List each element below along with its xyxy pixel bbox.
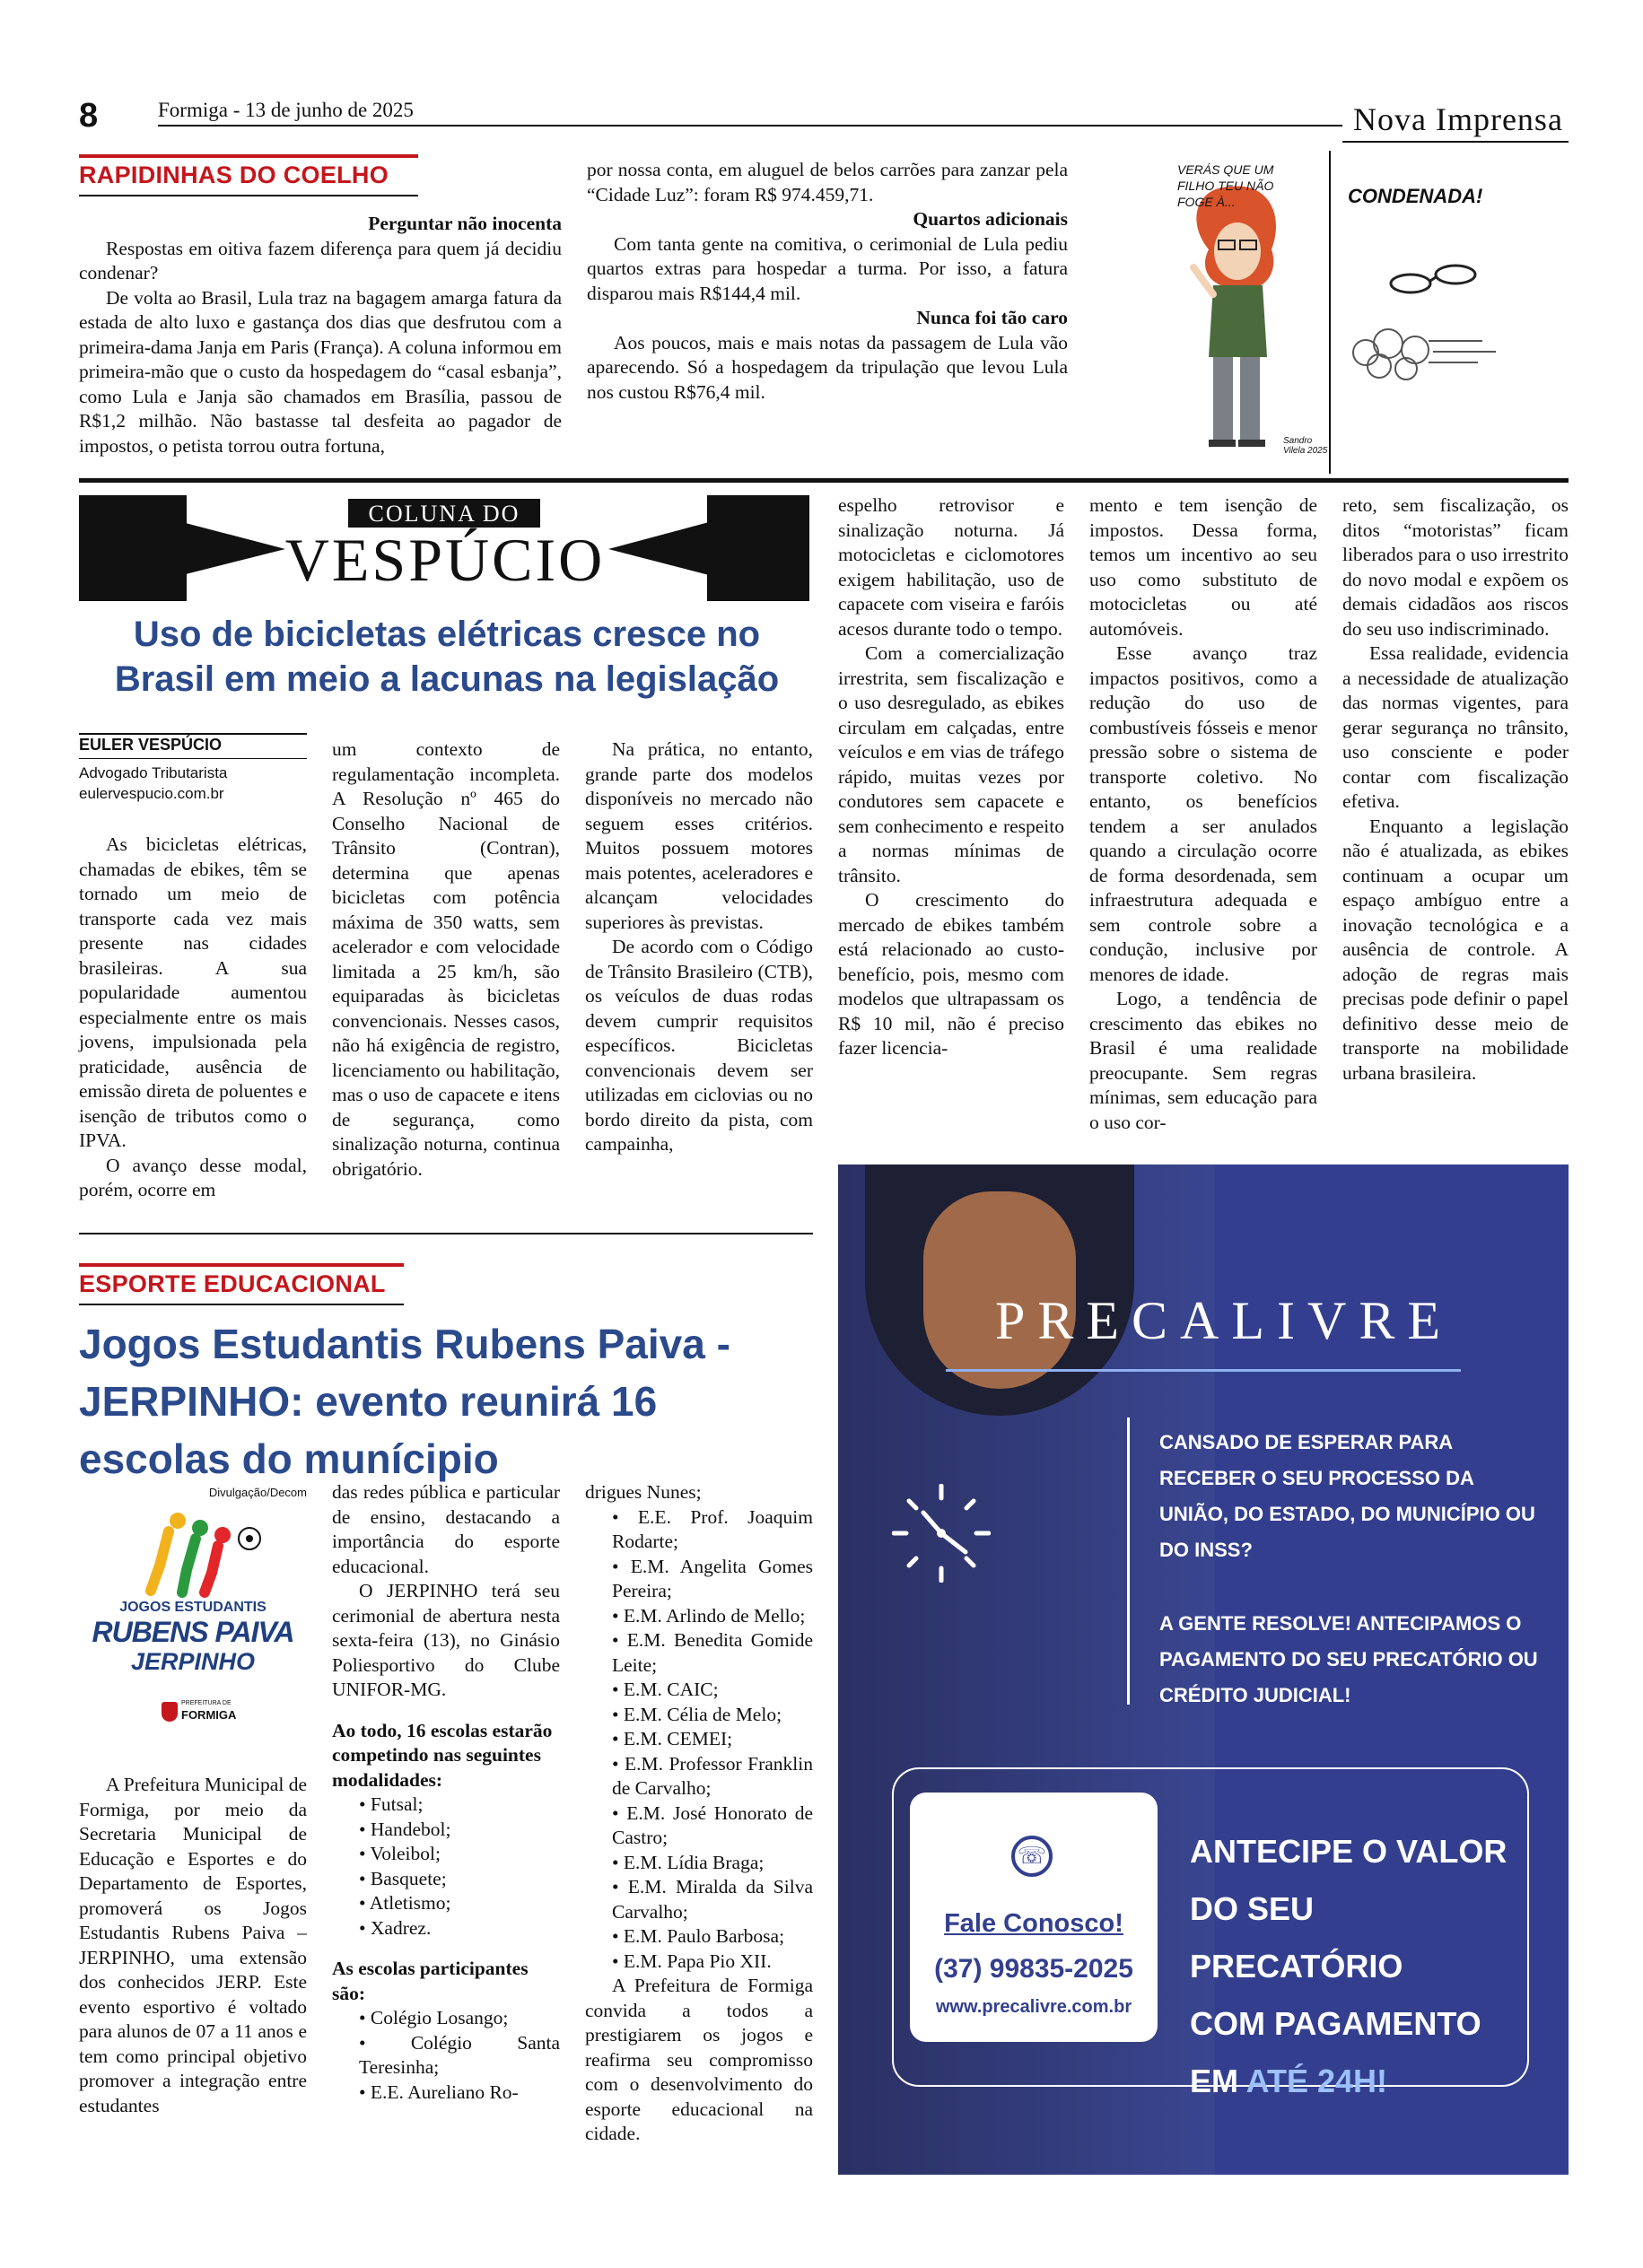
rapidinhas-sub1: Perguntar não inocenta — [368, 213, 562, 234]
date-line: Formiga - 13 de junho de 2025 — [158, 99, 414, 121]
vespucio-col6 — [1342, 493, 1569, 1086]
esporte-top-rule — [79, 1263, 404, 1267]
vespucio-col1-p2: O avanço desse modal, porém, ocorre em — [79, 1154, 307, 1200]
list-item: • E.E. Prof. Joaquim Rodarte; — [612, 1505, 813, 1552]
vespucio-col4-p1: espelho retrovisor e sinalização noturna. Já motocicletas e ciclomotores exigem habilitação, uso de capacete com viseira e faróis acesos durante todo o tempo. — [838, 494, 1064, 640]
ad-cta-line4-highlight: ATÉ 24H! — [1245, 2063, 1388, 2099]
vespucio-col3-p1: Na prática, no entanto, grande parte dos modelos disponíveis no mercado não seguem esses critérios. Muitos possuem motores mais potentes, aceleradores e alcançam velocidades superiores às previstas. — [585, 738, 813, 933]
prefeitura-small: PREFEITURA DE — [181, 1700, 232, 1706]
list-item: drigues Nunes; — [585, 1481, 702, 1503]
list-item: • Basquete; — [359, 1867, 447, 1889]
esporte-bottom-rule — [79, 1304, 404, 1305]
rapidinhas-col2 — [587, 158, 1068, 405]
rapidinhas-p2-cont: por nossa conta, em aluguel de belos carrões para zanzar pela “Cidade Luz”: foram R$ 974.459,71. — [587, 159, 1068, 205]
header-rule — [158, 125, 1342, 126]
list-item: • E.M. Miralda da Silva Carvalho; — [612, 1876, 813, 1923]
cartoon-panel — [1159, 151, 1569, 475]
list-item: • E.M. Arlindo de Mello; — [612, 1604, 806, 1627]
list-item: • Futsal; — [359, 1793, 424, 1815]
ad-website[interactable]: www.precalivre.com.br — [935, 1997, 1132, 2017]
list-item: • Xadrez. — [359, 1916, 432, 1939]
list-item: • E.M. CEMEI; — [612, 1728, 733, 1749]
rapidinhas-p2: De volta ao Brasil, Lula traz na bagagem amarga fatura da estada de alto luxo e gastança dos dias que desfrutou com a primeira-dama Janja em Paris (França). A coluna informou em primeira-mão que o custo da hospedagem do “casal esbanja”, como Lula e Janja são chamados em Brasília, passou de R$1,2 milhão. Não bastasse tal desfeita ao pagador de impostos, o petista torrou outra fortuna, — [79, 286, 562, 457]
main-divider — [79, 478, 1569, 483]
masthead: Nova Imprensa — [1353, 101, 1563, 137]
list-item: • Voleibol; — [359, 1843, 441, 1864]
ad-contact-label: Fale Conosco! — [944, 1909, 1123, 1938]
list-item: • E.M. Paulo Barbosa; — [612, 1925, 785, 1947]
ad-text2: A GENTE RESOLVE! ANTECIPAMOS O PAGAMENTO DO SEU PRECATÓRIO OU CRÉDITO JUDICIAL! — [1159, 1612, 1538, 1706]
ad-brand: PRECALIVRE — [994, 1291, 1454, 1350]
prefeitura-crest-icon — [162, 1702, 178, 1722]
clock-icon — [892, 1484, 991, 1583]
rapidinhas-p4: Aos poucos, mais e mais notas da passagem de Lula vão aparecendo. Só a hospedagem da tripulação que levou Lula nos custou R$76,4 mil. — [587, 331, 1068, 403]
page-number: 8 — [79, 97, 99, 135]
rapidinhas-p1: Respostas em oitiva fazem diferença para quem já decidiu condenar? — [79, 237, 562, 284]
vespucio-col5-p3: Logo, a tendência de crescimento das ebikes no Brasil é uma realidade preocupante. Sem regras mínimas, sem educação para o uso cor- — [1089, 988, 1317, 1133]
modalidades-list — [332, 1793, 560, 1941]
list-item: • Handebol; — [359, 1818, 451, 1840]
vespucio-author: EULER VESPÚCIO — [79, 736, 223, 754]
esporte-col1 — [79, 1773, 307, 2118]
header-rule-right — [1342, 141, 1569, 143]
esporte-col2-p1: das redes pública e particular de ensino, destacando a importância do esporte educacional. — [332, 1481, 560, 1577]
esporte-col3 — [585, 1480, 813, 2147]
vespucio-col4 — [838, 493, 1064, 1061]
vespucio-author-role: Advogado Tributarista — [79, 764, 228, 781]
esporte-headline: Jogos Estudantis Rubens Paiva - JERPINHO: evento reunirá 16 escolas do munícipio — [79, 1321, 730, 1482]
ad-vertical-rule — [1127, 1418, 1130, 1705]
vespucio-col5 — [1089, 493, 1317, 1135]
vespucio-author-site: eulervespucio.com.br — [79, 785, 224, 802]
vespucio-author-rule-top — [79, 733, 307, 735]
cartoon-signature: Sandro Vilela 2025 — [1283, 436, 1328, 456]
list-item: • E.M. Lídia Braga; — [612, 1851, 765, 1873]
jerpinho-logo — [79, 1503, 307, 1736]
vespucio-col1 — [79, 833, 307, 1203]
rapidinhas-p3: Com tanta gente na comitiva, o cerimonial de Lula pediu quartos extras para hospedar a turma. Por isso, a fatura disparou mais R$144,4 mil. — [587, 232, 1068, 304]
list-item: • Atletismo; — [359, 1892, 451, 1914]
esporte-divider — [79, 1233, 813, 1234]
vespucio-col6-p2: Essa realidade, evidencia a necessidade de atualização das normas vigentes, para gerar segurança no trânsito, uso consciente e poder contar com fiscalização efetiva. — [1342, 642, 1569, 812]
vespucio-banner-small: COLUNA DO — [368, 501, 520, 527]
ad-contact-card[interactable] — [910, 1793, 1158, 2042]
esporte-col2-bold2: As escolas participantes são: — [332, 1958, 529, 2004]
ad-cta — [1190, 1823, 1531, 2110]
vespucio-col5-p1: mento e tem isenção de impostos. Dessa forma, temos um incentivo ao seu uso como substituto de motocicletas ou até automóveis. — [1089, 494, 1317, 640]
rapidinhas-bottom-rule — [79, 195, 418, 196]
escolas-list-b — [585, 1480, 813, 1974]
esporte-col2-p2: O JERPINHO terá seu cerimonial de abertura nesta sexta-feira (13), no Ginásio Poliesportivo do Clube UNIFOR-MG. — [332, 1580, 560, 1700]
vespucio-banner-big: VESPÚCIO — [284, 526, 606, 594]
vespucio-col4-p3: O crescimento do mercado de ebikes também está relacionado ao custo-benefício, pois, mesmo com modelos que ultrapassam os R$ 10 mil, não é preciso fazer licencia- — [838, 889, 1064, 1059]
rapidinhas-col1 — [79, 208, 562, 458]
jerpinho-logo-figures — [79, 1503, 307, 1601]
cartoon-speech: VERÁS QUE UM FILHO TEU NÃO FOGE À... — [1177, 162, 1274, 209]
list-item: • E.M. Célia de Melo; — [612, 1703, 782, 1725]
esporte-section-label: ESPORTE EDUCACIONAL — [79, 1270, 386, 1297]
esporte-photo-credit: Divulgação/Decom — [208, 1486, 307, 1499]
vespucio-col2-p1: um contexto de regulamentação incompleta. A Resolução nº 465 do Conselho Nacional de Trânsito (Contran), determina que apenas bicicletas com potência máxima de 350 watts, sem acelerador e com velocidade limitada a 25 km/h, são equiparadas às bicicletas convencionais. Nesses casos, não há exigência de registro, licenciamento ou habilitação, mas o uso de capacete e itens de segurança, como sinalização noturna, continua obrigatório. — [332, 738, 560, 1180]
vespucio-author-rule — [79, 758, 307, 759]
list-item: • E.M. Angelita Gomes Pereira; — [612, 1555, 813, 1601]
list-item: • E.E. Aureliano Ro- — [359, 2080, 519, 2103]
rapidinhas-top-rule — [79, 154, 418, 158]
rapidinhas-sub3: Nunca foi tão caro — [916, 307, 1068, 328]
jerpinho-logo-line1: JOGOS ESTUDANTIS — [119, 1600, 267, 1615]
esporte-col1-p1: A Prefeitura Municipal de Formiga, por meio da Secretaria Municipal de Educação e Esportes e do Departamento de Esportes, promoverá os Jogos Estudantis Rubens Paiva – JERPINHO, uma extensão dos conhecidos JERP. Este evento esportivo é voltado para alunos de 07 a 11 anos e tem como principal objetivo promover a integração entre estudantes — [79, 1774, 307, 2116]
prefeitura-name: FORMIGA — [181, 1708, 237, 1722]
vespucio-banner — [79, 495, 809, 601]
rapidinhas-sub2: Quartos adicionais — [913, 208, 1068, 230]
ad-cta-line4 — [1190, 2053, 1531, 2110]
jerpinho-logo-line2: RUBENS PAIVA — [92, 1616, 294, 1648]
list-item: • E.M. Papa Pio XII. — [612, 1950, 772, 1972]
vespucio-col6-p1: reto, sem fiscalização, os ditos “motoristas” ficam liberados para o uso irrestrito do novo modal e expõem os demais cidadãos aos riscos do seu uso indiscriminado. — [1342, 494, 1569, 640]
list-item: • E.M. Professor Franklin de Carvalho; — [612, 1752, 813, 1799]
ad-cta-line4-prefix: EM — [1190, 2063, 1238, 2099]
esporte-col2 — [332, 1480, 560, 2105]
ad-cta-line3: COM PAGAMENTO — [1190, 2005, 1481, 2042]
jerpinho-logo-line3: JERPINHO — [130, 1648, 256, 1675]
vespucio-col6-p3: Enquanto a legislação não é atualizada, as ebikes continuam a ocupar um espaço ambíguo entre a inovação tecnológica e a ausência de controle. A adoção de regras mais precisas pode definir o papel definitivo desse meio de transporte na mobilidade urbana brasileira. — [1342, 815, 1569, 1084]
vespucio-col2 — [332, 737, 560, 1182]
vespucio-col3 — [585, 737, 813, 1157]
rapidinhas-section-label: RAPIDINHAS DO COELHO — [79, 161, 389, 188]
vespucio-col3-p2: De acordo com o Código de Trânsito Brasileiro (CTB), os veículos de duas rodas devem cumprir requisitos específicos. Bicicletas convencionais devem ser utilizadas em ciclovias ou no bordo direito da pista, com campainha, — [585, 936, 813, 1155]
esporte-col2-bold1: Ao todo, 16 escolas estarão competindo nas seguintes modalidades: — [332, 1719, 553, 1791]
list-item: • Colégio Losango; — [359, 2007, 509, 2028]
ad-brand-underline — [946, 1369, 1461, 1372]
vespucio-col4-p2: Com a comercialização irrestrita, sem fiscalização e o uso desregulado, as ebikes circulam em calçadas, entre veículos e em vias de tráfego rápido, muitas vezes por condutores sem capacete e sem conhecimento e respeito a normas mínimas de trânsito. — [838, 642, 1064, 886]
list-item: • Colégio Santa Teresinha; — [359, 2031, 560, 2078]
phone-icon: ☏ — [1011, 1836, 1053, 1877]
vespucio-headline: Uso de bicicletas elétricas cresce no Brasil em meio a lacunas na legislação — [114, 615, 780, 699]
vespucio-col1-p1: As bicicletas elétricas, chamadas de ebikes, têm se tornado um meio de transporte cada vez mais presente nas cidades brasileiras. A sua popularidade aumentou especialmente entre os mais jovens, impulsionada pela praticidade, ausência de emissão direta de poluentes e isenção de tributos como o IPVA. — [79, 833, 307, 1151]
precalivre-ad[interactable] — [838, 1165, 1569, 2175]
vespucio-col5-p2: Esse avanço traz impactos positivos, como a redução do uso de combustíveis fósseis e menor pressão sobre o sistema de transporte coletivo. No entanto, os benefícios tendem a ser anulados quando a circulação ocorre de forma desordenada, sem infraestrutura adequada e sem controle sobre a condução, inclusive por menores de idade. — [1089, 642, 1317, 985]
ad-phone[interactable]: (37) 99835-2025 — [934, 1954, 1133, 1984]
cartoon-caption: CONDENADA! — [1348, 185, 1483, 207]
escolas-list-a — [332, 2006, 560, 2105]
list-item: • E.M. CAIC; — [612, 1679, 719, 1700]
ad-cta-line2: DO SEU PRECATÓRIO — [1190, 1890, 1403, 1984]
ad-cta-line1: ANTECIPE O VALOR — [1190, 1833, 1508, 1870]
list-item: • E.M. José Honorato de Castro; — [612, 1801, 813, 1848]
esporte-col3-end: A Prefeitura de Formiga convida a todos a prestigiarem os jogos e reafirma seu compromisso com o desenvolvimento do esporte educacional na cidade. — [585, 1975, 813, 2144]
list-item: • E.M. Benedita Gomide Leite; — [612, 1629, 813, 1676]
ad-text1: CANSADO DE ESPERAR PARA RECEBER O SEU PROCESSO DA UNIÃO, DO ESTADO, DO MUNICÍPIO OU DO INSS? — [1159, 1431, 1535, 1561]
